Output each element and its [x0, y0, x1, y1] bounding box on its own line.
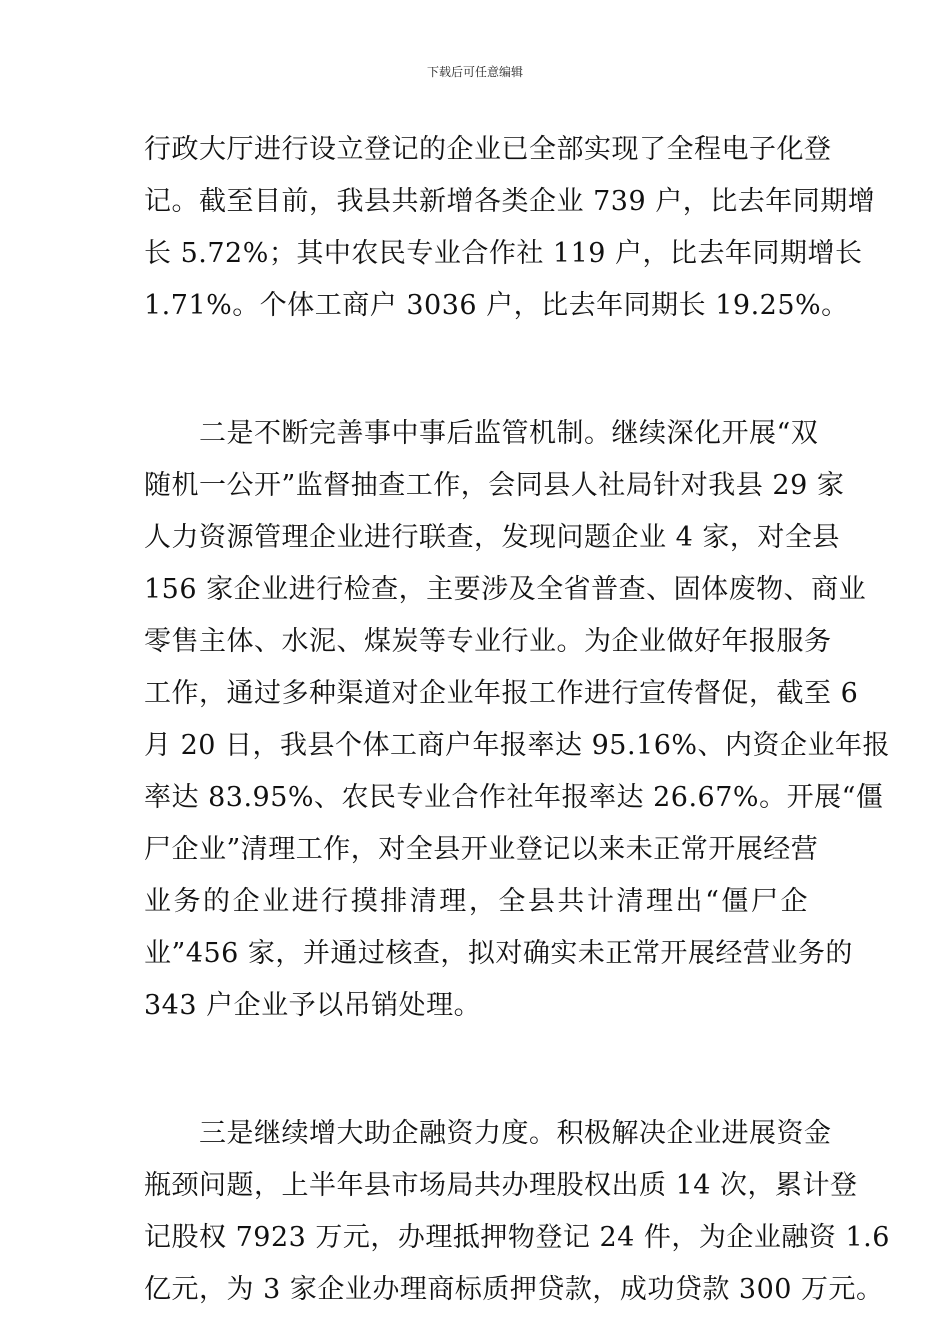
text-line: 月 20 日，我县个体工商户年报率达 95.16%、内资企业年报 — [144, 730, 891, 761]
text-line: 瓶颈问题，上半年县市场局共办理股权出质 14 次，累计登 — [144, 1170, 858, 1201]
text-line: 业”456 家，并通过核查，拟对确实未正常开展经营业务的 — [144, 938, 853, 969]
document-body — [144, 124, 891, 1316]
text-line: 1.71%。个体工商户 3036 户，比去年同期长 19.25%。 — [144, 290, 849, 321]
text-line: 记。截至目前，我县共新增各类企业 739 户，比去年同期增 — [144, 186, 876, 217]
text-line: 亿元，为 3 家企业办理商标质押贷款，成功贷款 300 万元。 — [144, 1274, 884, 1305]
text-line: 行政大厅进行设立登记的企业已全部实现了全程电子化登 — [144, 134, 832, 165]
paragraph-financing — [144, 1108, 890, 1316]
text-line: 率达 83.95%、农民专业合作社年报率达 26.67%。开展“僵 — [144, 782, 884, 813]
paragraph-spacer — [144, 332, 808, 408]
text-line: 156 家企业进行检查，主要涉及全省普查、固体废物、商业 — [144, 574, 867, 605]
text-line: 二是不断完善事中事后监管机制。继续深化开展“双 — [144, 418, 819, 449]
text-line: 尸企业”清理工作，对全县开业登记以来未正常开展经营 — [144, 834, 819, 865]
text-line: 随机一公开”监督抽查工作，会同县人社局针对我县 29 家 — [144, 470, 845, 501]
paragraph-spacer — [144, 1032, 808, 1108]
text-line: 零售主体、水泥、煤炭等专业行业。为企业做好年报服务 — [144, 626, 832, 657]
text-line: 人力资源管理企业进行联查，发现问题企业 4 家，对全县 — [144, 522, 840, 553]
text-line: 工作，通过多种渠道对企业年报工作进行宣传督促，截至 6 — [144, 678, 859, 709]
text-line: 业务的企业进行摸排清理，全县共计清理出“僵尸企 — [144, 886, 808, 917]
text-line: 343 户企业予以吊销处理。 — [144, 990, 482, 1021]
paragraph-registration — [144, 124, 876, 332]
page-header: 下载后可任意编辑 — [426, 65, 523, 79]
paragraph-supervision — [144, 408, 891, 1032]
text-line: 记股权 7923 万元，办理抵押物登记 24 件，为企业融资 1.6 — [144, 1222, 890, 1253]
text-line: 三是继续增大助企融资力度。积极解决企业进展资金 — [144, 1118, 832, 1149]
text-line: 长 5.72%；其中农民专业合作社 119 户，比去年同期增长 — [144, 238, 863, 269]
